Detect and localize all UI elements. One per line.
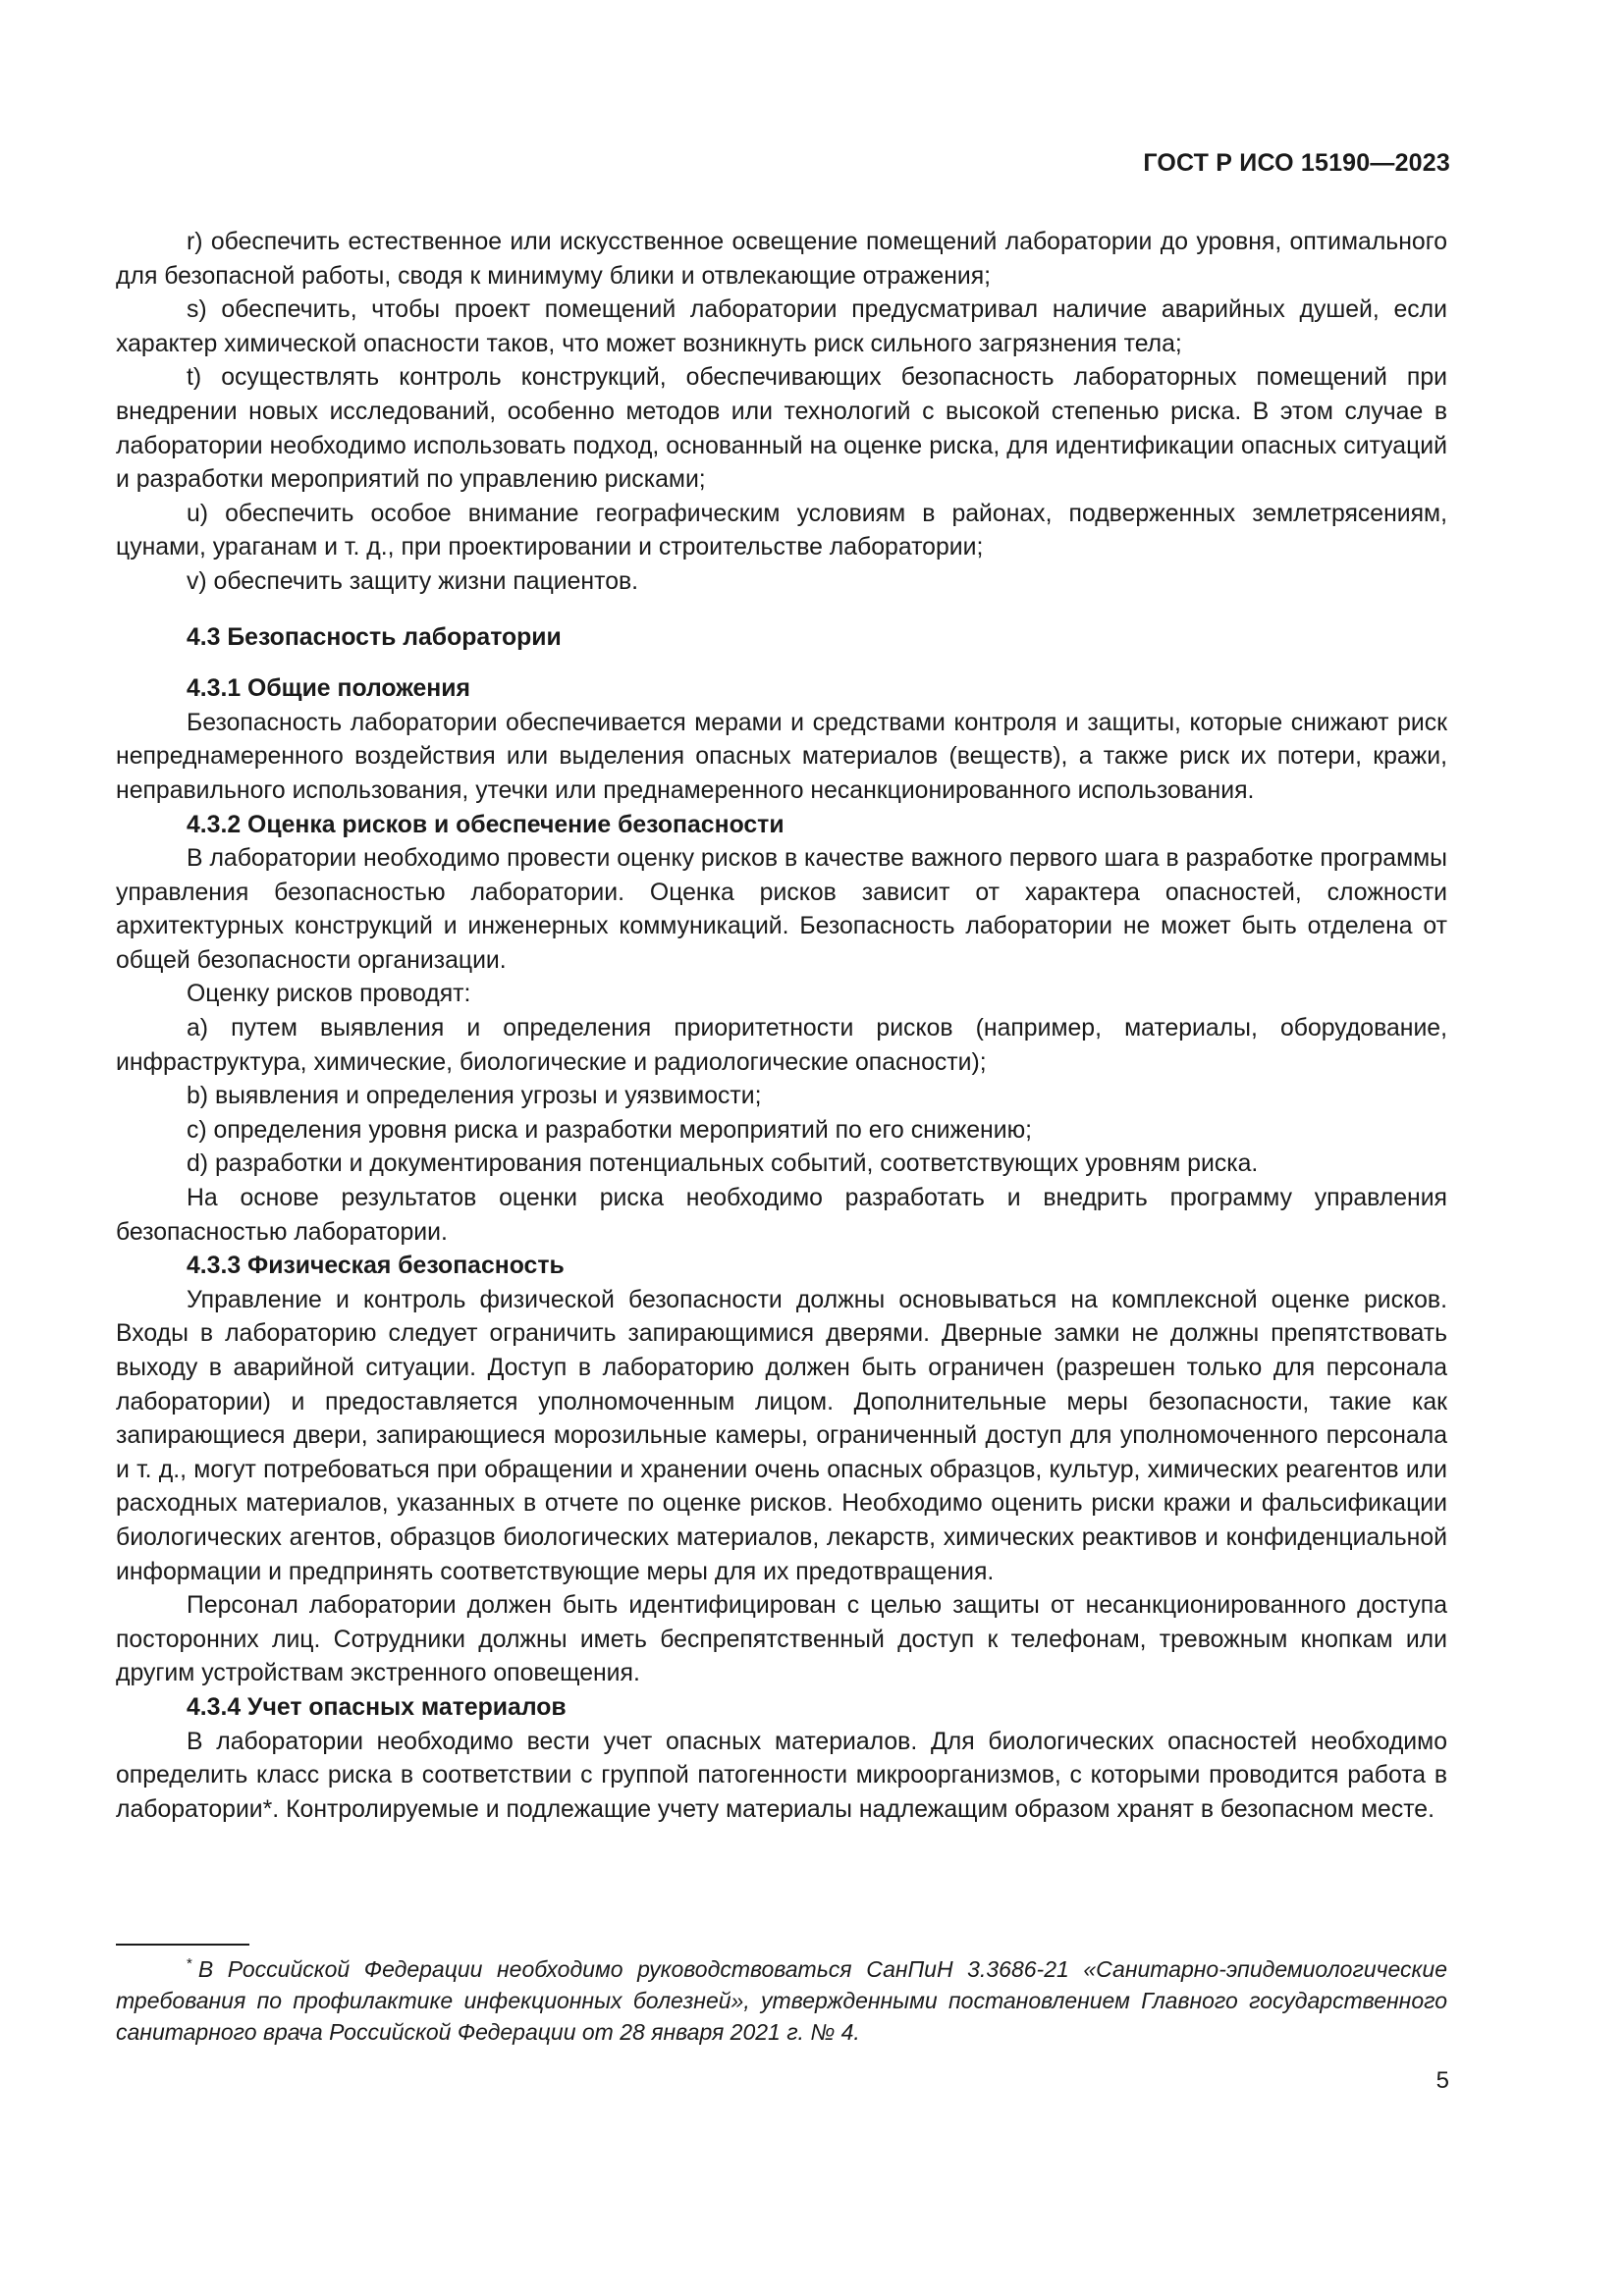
paragraph-4-3-1-1: Безопасность лаборатории обеспечивается мерами и средствами контроля и защиты, которые снижают риск непреднамеренного воздействия или выделения опасных материалов (веществ), а также риск их потери, кражи, неправильного использования, утечки или преднамеренного несанкционированного использования. <box>116 709 1447 804</box>
list-item-t: t) осуществлять контроль конструкций, обеспечивающих безопасность лабораторных помещений при внедрении новых исследований, особенно методов или технологий с высокой степенью риска. В этом случае в лаборатории необходимо использовать подход, основанный на оценке риска, для идентификации опасных ситуаций и разработки мероприятий по управлению рисками; <box>116 364 1447 494</box>
list-item-c: c) определения уровня риска и разработки мероприятий по его снижению; <box>187 1116 1033 1144</box>
list-item-d: d) разработки и документирования потенциальных событий, соответствующих уровням риска. <box>187 1150 1259 1178</box>
footnote-divider <box>116 1944 249 1946</box>
list-item-r: r) обеспечить естественное или искусственное освещение помещений лаборатории до уровня, оптимального для безопасной работы, сводя к минимуму блики и отвлекающие отражения; <box>116 229 1447 290</box>
paragraph-4-3-2-3: На основе результатов оценки риска необходимо разработать и внедрить программу управления безопасностью лаборатории. <box>116 1185 1447 1246</box>
document-body <box>116 226 1447 1827</box>
section-heading-4-3-3: 4.3.3 Физическая безопасность <box>187 1253 565 1280</box>
list-item-u: u) обеспечить особое внимание географическим условиям в районах, подверженных землетрясениям, цунами, ураганам и т. д., при проектировании и строительстве лаборатории; <box>116 500 1447 561</box>
document-header-id: ГОСТ Р ИСО 15190—2023 <box>1143 149 1450 177</box>
list-item-s: s) обеспечить, чтобы проект помещений лаборатории предусматривал наличие аварийных душей, если характер химической опасности таков, что может возникнуть риск сильного загрязнения тела; <box>116 296 1447 357</box>
footnote-marker: * <box>187 1955 192 1973</box>
paragraph-4-3-4-1: В лаборатории необходимо вести учет опасных материалов. Для биологических опасностей необходимо определить класс риска в соответствии с группой патогенности микроорганизмов, с которыми проводится работа в лаборатории*. Контролируемые и подлежащие учету материалы надлежащим образом хранят в безопасном месте. <box>116 1728 1447 1823</box>
paragraph-4-3-3-1: Управление и контроль физической безопасности должны основываться на комплексной оценке рисков. Входы в лабораторию следует ограничить запирающимися дверями. Дверные замки не должны препятствовать выходу в аварийной ситуации. Доступ в лабораторию должен быть ограничен (разрешен только для персонала лаборатории) и предоставляется уполномоченным лицом. Дополнительные меры безопасности, такие как запирающиеся двери, запирающиеся морозильные камеры, ограниченный доступ для уполномоченного персонала и т. д., могут потребоваться при обращении и хранении очень опасных образцов, культур, химических реагентов или расходных материалов, указанных в отчете по оценке рисков. Необходимо оценить риски кражи и фальсификации биологических агентов, образцов биологических материалов, лекарств, химических реактивов и конфиденциальной информации и предпринять соответствующие меры для их предотвращения. <box>116 1286 1447 1585</box>
list-item-b: b) выявления и определения угрозы и уязвимости; <box>187 1083 762 1110</box>
footnote <box>116 1953 1447 2048</box>
section-heading-4-3-4: 4.3.4 Учет опасных материалов <box>187 1693 567 1721</box>
paragraph-4-3-2-1: В лаборатории необходимо провести оценку рисков в качестве важного первого шага в разработке программы управления безопасностью лаборатории. Оценка рисков зависит от характера опасностей, сложности архитектурных конструкций и инженерных коммуникаций. Безопасность лаборатории не может быть отделена от общей безопасности организации. <box>116 845 1447 974</box>
paragraph-4-3-3-2: Персонал лаборатории должен быть идентифицирован с целью защиты от несанкционированного доступа посторонних лиц. Сотрудники должны иметь беспрепятственный доступ к телефонам, тревожным кнопкам или другим устройствам экстренного оповещения. <box>116 1592 1447 1687</box>
footnote-text: В Российской Федерации необходимо руководствоваться СанПиН 3.3686-21 «Санитарно-эпидемиологические требования по профилактике инфекционных болезней», утвержденными постановлением Главного государственного санитарного врача Российской Федерации от 28 января 2021 г. № 4. <box>116 1956 1447 2045</box>
paragraph-4-3-2-2: Оценку рисков проводят: <box>187 981 471 1008</box>
section-heading-4-3-2: 4.3.2 Оценка рисков и обеспечение безопасности <box>187 811 785 838</box>
list-item-v: v) обеспечить защиту жизни пациентов. <box>187 567 639 595</box>
page-number: 5 <box>1435 2067 1449 2094</box>
list-item-a: a) путем выявления и определения приоритетности рисков (например, материалы, оборудование, инфраструктура, химические, биологические и радиологические опасности); <box>116 1015 1447 1076</box>
section-heading-4-3: 4.3 Безопасность лаборатории <box>187 623 562 651</box>
section-heading-4-3-1: 4.3.1 Общие положения <box>187 675 470 703</box>
